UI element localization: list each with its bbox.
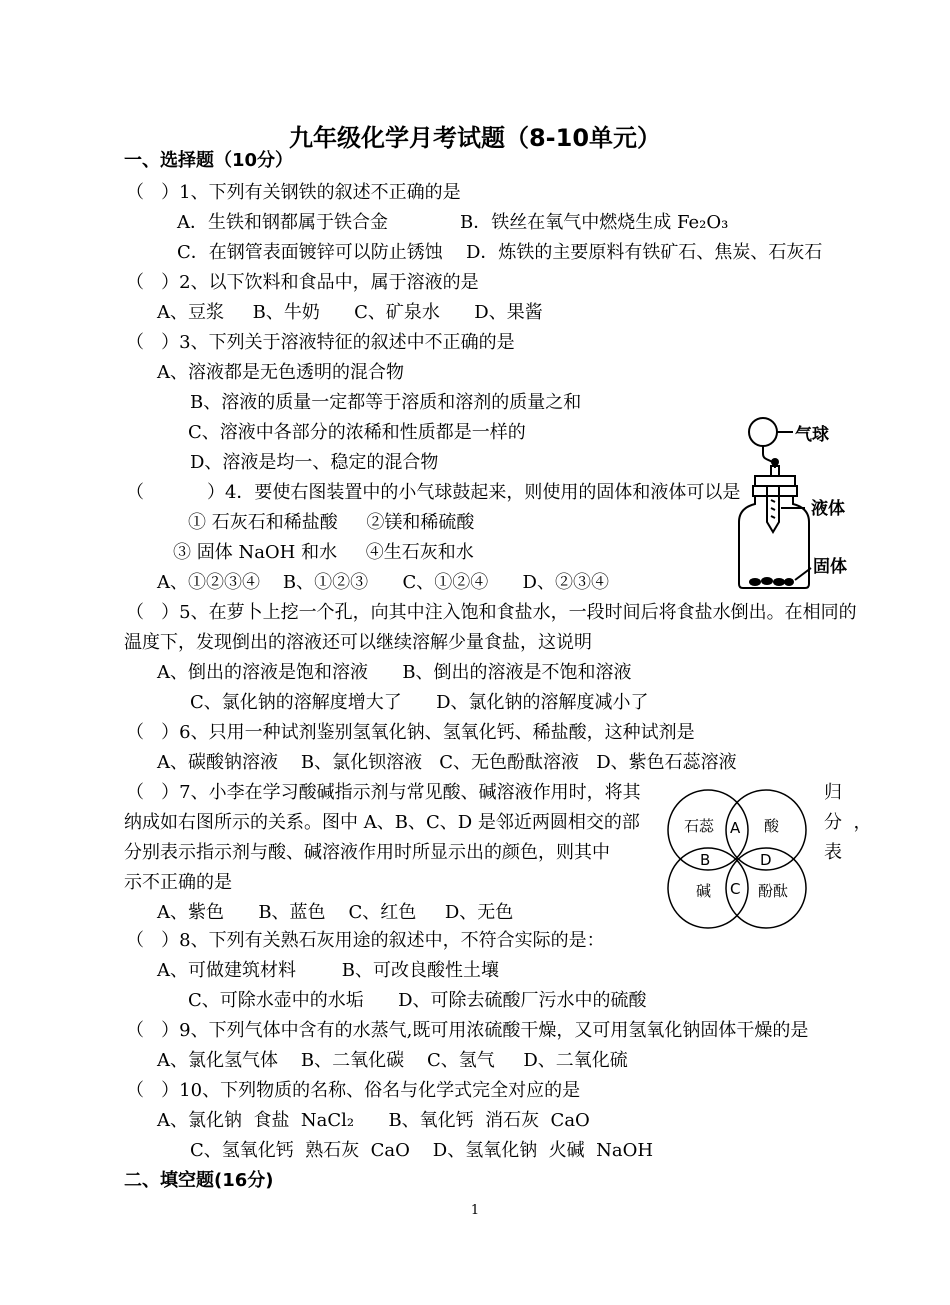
- solid-label: 固体: [813, 557, 847, 577]
- question-1-option-c: C．在钢管表面镀锌可以防止锈蚀: [177, 242, 443, 263]
- question-10-stem: （ ）10、下列物质的名称、俗名与化学式完全对应的是: [126, 1080, 581, 1101]
- question-4-line-1: ① 石灰石和稀盐酸 ②镁和稀硫酸: [188, 512, 475, 533]
- question-5-options-cd: C、氯化钠的溶解度增大了 D、氯化钠的溶解度减小了: [190, 692, 649, 713]
- litmus-label: 石蕊: [684, 817, 715, 835]
- question-8-options-ab: A、可做建筑材料 B、可改良酸性土壤: [157, 960, 499, 981]
- balloon-shape: [749, 418, 777, 446]
- question-1-option-a: A．生铁和钢都属于铁合金: [177, 212, 388, 233]
- question-5-line-2: 温度下，发现倒出的溶液还可以继续溶解少量食盐，这说明: [124, 632, 592, 653]
- question-7-line-1-end: 归: [824, 782, 842, 803]
- question-4-stem: （ ）4．要使右图装置中的小气球鼓起来，则使用的固体和液体可以是: [126, 482, 741, 503]
- question-3-option-d: D、溶液是均一、稳定的混合物: [190, 452, 439, 473]
- question-3-option-a: A、溶液都是无色透明的混合物: [157, 362, 404, 383]
- question-7-line-3: 分别表示指示剂与酸、碱溶液作用时所显示出的颜色，则其中: [124, 842, 610, 863]
- indicator-circles-diagram: [662, 786, 812, 936]
- section-heading-fill: 二、填空题(16分): [124, 1170, 274, 1191]
- question-6-options: A、碳酸钠溶液 B、氯化钡溶液 C、无色酚酞溶液 D、紫色石蕊溶液: [157, 752, 737, 773]
- liquid-label: 液体: [811, 499, 845, 519]
- question-7-line-1: （ ）7、小李在学习酸碱指示剂与常见酸、碱溶液作用时，将其: [126, 782, 641, 803]
- question-10-options-cd: C、氢氧化钙 熟石灰 CaO D、氢氧化钠 火碱 NaOH: [190, 1140, 654, 1161]
- apparatus-figure: [735, 410, 870, 595]
- question-1-stem: （ ）1、下列有关钢铁的叙述不正确的是: [126, 182, 461, 203]
- question-9-options: A、氯化氢气体 B、二氧化碳 C、氢气 D、二氧化硫: [157, 1050, 628, 1071]
- question-5-line-1: （ ）5、在萝卜上挖一个孔，向其中注入饱和食盐水，一段时间后将食盐水倒出。在相同的: [126, 602, 857, 623]
- question-2-stem: （ ）2、以下饮料和食品中，属于溶液的是: [126, 272, 479, 293]
- balloon-label: 气球: [795, 425, 829, 445]
- region-d-label: D: [760, 851, 772, 869]
- question-7-line-3-end: 表: [824, 842, 842, 863]
- question-7-line-2: 纳成如右图所示的关系。图中 A、B、C、D 是邻近两圆相交的部: [124, 812, 640, 833]
- page-title: 九年级化学月考试题（8-10单元）: [288, 124, 662, 152]
- question-8-options-cd: C、可除水壶中的水垢 D、可除去硫酸厂污水中的硫酸: [188, 990, 647, 1011]
- question-7-line-4: 示不正确的是: [124, 872, 232, 893]
- region-a-label: A: [730, 819, 741, 837]
- question-7-options: A、紫色 B、蓝色 C、红色 D、无色: [157, 902, 514, 923]
- section-heading-choice: 一、选择题（10分）: [124, 150, 294, 171]
- question-3-option-b: B、溶液的质量一定都等于溶质和溶剂的质量之和: [190, 392, 582, 413]
- question-8-stem: （ ）8、下列有关熟石灰用途的叙述中，不符合实际的是：: [126, 930, 605, 951]
- question-3-option-c: C、溶液中各部分的浓稀和性质都是一样的: [188, 422, 526, 443]
- question-7-line-2-end: 分 ，: [824, 812, 872, 833]
- question-1-option-b: B．铁丝在氧气中燃烧生成 Fe₂O₃: [460, 212, 729, 233]
- question-6-stem: （ ）6、只用一种试剂鉴别氢氧化钠、氢氧化钙、稀盐酸，这种试剂是: [126, 722, 695, 743]
- question-10-options-ab: A、氯化钠 食盐 NaCl₂ B、氧化钙 消石灰 CaO: [157, 1110, 590, 1131]
- question-5-options-ab: A、倒出的溶液是饱和溶液 B、倒出的溶液是不饱和溶液: [157, 662, 632, 683]
- acid-label: 酸: [764, 817, 780, 835]
- question-3-stem: （ ）3、下列关于溶液特征的叙述中不正确的是: [126, 332, 515, 353]
- question-4-line-2: ③ 固体 NaOH 和水 ④生石灰和水: [173, 542, 474, 563]
- region-c-label: C: [730, 880, 741, 898]
- page-number: 1: [470, 1203, 480, 1218]
- question-2-options: A、豆浆 B、牛奶 C、矿泉水 D、果酱: [157, 302, 543, 323]
- question-4-options: A、①②③④ B、①②③ C、①②④ D、②③④: [157, 572, 609, 593]
- base-label: 碱: [696, 882, 712, 900]
- phenolphthalein-label: 酚酞: [758, 882, 789, 900]
- question-1-option-d: D．炼铁的主要原料有铁矿石、焦炭、石灰石: [466, 242, 823, 263]
- question-9-stem: （ ）9、下列气体中含有的水蒸气,既可用浓硫酸干燥，又可用氢氧化钠固体干燥的是: [126, 1020, 809, 1041]
- region-b-label: B: [700, 851, 711, 869]
